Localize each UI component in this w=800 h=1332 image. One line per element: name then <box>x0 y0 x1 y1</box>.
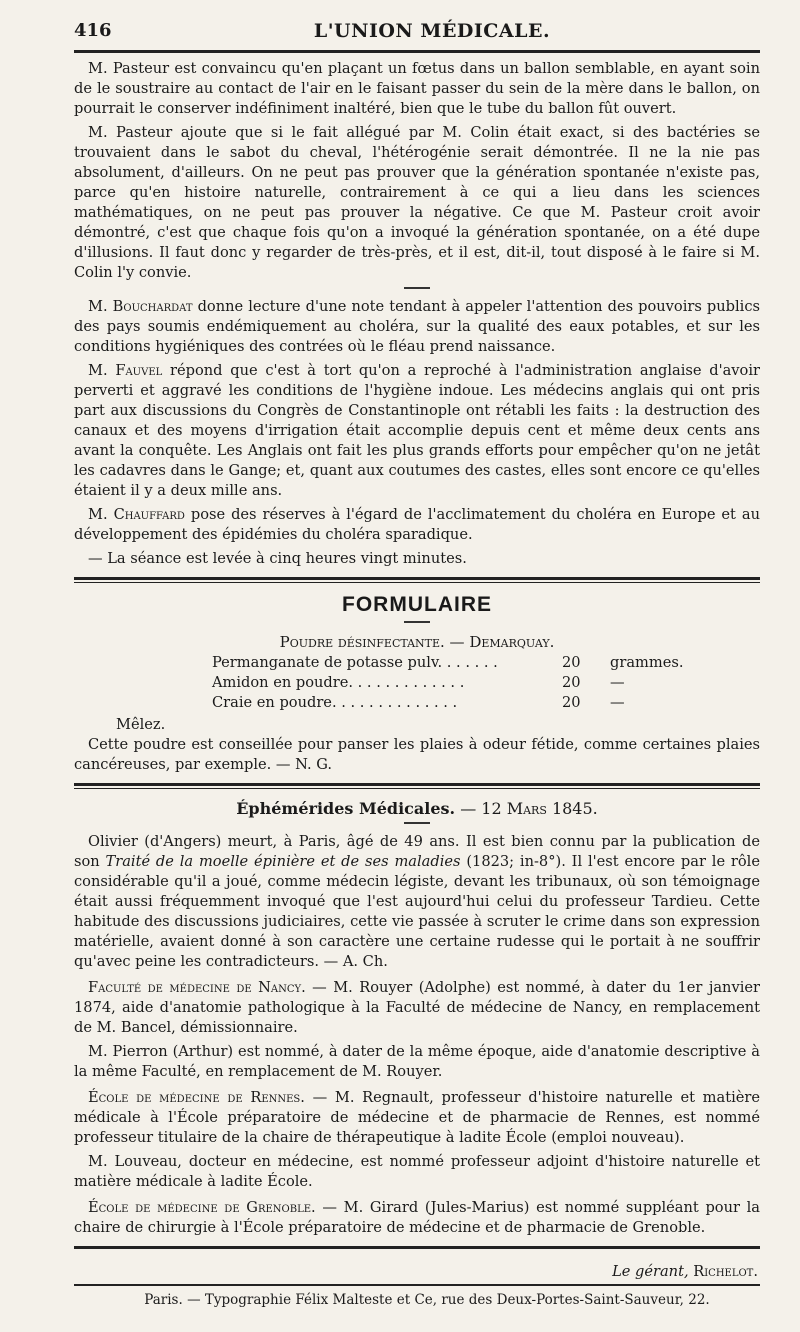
mix-instruction: Mêlez. <box>116 716 166 733</box>
text-span: pose des réserves à l'égard de l'acclimatement du choléra en Europe et au développement des épidémies du choléra sparadique. <box>74 506 760 543</box>
ingredient-name: Permanganate de potasse pulv. . . . . . . <box>212 654 498 671</box>
formulaire-section <box>74 593 760 775</box>
signature-role: Le gérant, <box>612 1263 689 1280</box>
ephemerides-section <box>74 799 760 972</box>
paragraph: Cette poudre est conseillée pour panser les plaies à odeur fétide, comme certaines plaies cancéreuses, par exemple. — N. G. <box>74 736 760 773</box>
ingredient-name: Amidon en poudre. . . . . . . . . . . . . <box>212 674 465 691</box>
ingredient-row <box>212 693 683 713</box>
news-section <box>74 978 760 1238</box>
paragraph <box>74 978 760 1038</box>
printer-imprint: Paris. — Typographie Félix Malteste et Ce, rue des Deux-Portes-Saint-Sauveur, 22. <box>144 1292 710 1308</box>
imprint-rule <box>74 1284 760 1286</box>
speaker-name: Chauffard <box>113 506 185 523</box>
ingredient-qty: 20 <box>562 674 581 691</box>
page-number: 416 <box>74 20 112 41</box>
paragraph <box>74 832 760 972</box>
text-span: Olivier (d'Angers) meurt, à Paris, âgé de 49 ans. Il est bien connu par la publication de son <box>74 833 760 870</box>
ingredient-row <box>212 653 683 673</box>
ingredient-unit: grammes. <box>610 654 684 671</box>
text-span: donne lecture d'une note tendant à appeler l'attention des pouvoirs publics des pays soumis endémiquement au choléra, sur la qualité des eaux potables, et sur les conditions hygiéniques des contrées où le fléau prend naissance. <box>74 298 760 355</box>
text-span: M. <box>88 298 113 315</box>
separator <box>404 621 430 623</box>
text-span: répond que c'est à tort qu'on a reproché à l'administration anglaise d'avoir perverti et aggravé les conditions de l'hygiène indoue. Les médecins anglais qui ont pris part aux discussions du Congrès de Constantinople ont rétabli les faits : la destruction des canaux et des moyens d'irrigation était accomplie depuis cent et même deux cents ans avant la conquête. Les Anglais ont fait les plus grands efforts pour empêcher qu'on ne jetât les cadavres dans le Gange; et, quant aux coutumes des castes, elles sont encore ce qu'elles étaient il y a deux mille ans. <box>74 362 760 499</box>
ingredient-name: Craie en poudre. . . . . . . . . . . . . . <box>212 694 458 711</box>
ingredient-row <box>212 673 683 693</box>
paragraph: M. Pasteur est convaincu qu'en plaçant un fœtus dans un ballon semblable, en ayant soin de le soustraire au contact de l'air en le faisant passer du sein de la mère dans le ballon, on pourrait le conserver indéfiniment inaltéré, bien que le tube du ballon fût ouvert. <box>74 60 760 117</box>
paragraph <box>74 361 760 501</box>
paragraph <box>74 1198 760 1238</box>
paragraph <box>74 505 760 545</box>
speaker-name: Bouchardat <box>112 298 193 315</box>
institution-name: École de médecine de Rennes. <box>88 1089 305 1106</box>
separator <box>404 287 430 289</box>
paragraph: — La séance est levée à cinq heures vingt minutes. <box>88 550 467 567</box>
text-span: M. <box>88 506 114 523</box>
paragraph: M. Louveau, docteur en médecine, est nommé professeur adjoint d'histoire naturelle et matière médicale à ladite École. <box>74 1153 760 1190</box>
signature <box>74 1263 760 1280</box>
remedy-title: Poudre désinfectante. — Demarquay. <box>279 633 555 651</box>
text-span: — M. Girard (Jules-Marius) est nommé suppléant pour la chaire de chirurgie à l'École préparatoire de médecine et de pharmacie de Grenoble. <box>74 1199 761 1236</box>
ingredient-unit: — <box>610 674 625 691</box>
paragraph: M. Pasteur ajoute que si le fait allégué par M. Colin était exact, si des bactéries se trouvaient dans le sabot du cheval, l'hétérogénie serait démontrée. Il ne la nie pas absolument, d'ailleurs. On ne peut pas prouver que la génération spontanée n'existe pas, parce qu'en histoire naturelle, contrairement à ce qui a lieu dans les sciences mathématiques, on ne peut pas prouver la négative. Ce que M. Pasteur croit avoir démontré, c'est que chaque fois qu'on a invoqué la génération spontanée, on a été dupe d'illusions. Il faut donc y regarder de très-près, et il est, dit-il, tout disposé à le faire si M. Colin l'y convie. <box>74 124 760 281</box>
text-span: — M. Rouyer (Adolphe) est nommé, à dater du 1er janvier 1874, aide d'anatomie pathologique à la Faculté de médecine de Nancy, en remplacement de M. Bancel, démissionnaire. <box>74 979 760 1036</box>
page-header <box>74 14 760 44</box>
book-title: Traité de la moelle épinière et de ses maladies <box>105 853 461 870</box>
signature-name: Richelot. <box>693 1263 758 1280</box>
journal-title: L'UNION MÉDICALE. <box>313 20 551 42</box>
ephemerides-title <box>74 799 760 818</box>
ephemerides-date: — 12 Mars 1845. <box>460 799 598 818</box>
institution-name: Faculté de médecine de Nancy. <box>88 979 306 996</box>
paragraph <box>74 1088 760 1148</box>
header-rule <box>74 50 760 53</box>
footer-rule <box>74 1246 760 1249</box>
paragraph: M. Pierron (Arthur) est nommé, à dater de la même époque, aide d'anatomie descriptive à la même Faculté, en remplacement de M. Rouyer. <box>74 1043 760 1080</box>
ingredient-unit: — <box>610 694 625 711</box>
paragraph <box>74 297 760 357</box>
speaker-name: Fauvel <box>115 362 163 379</box>
institution-name: École de médecine de Grenoble. <box>88 1199 316 1216</box>
text-span: M. <box>88 362 116 379</box>
ingredient-qty: 20 <box>562 654 581 671</box>
section-rule <box>74 783 760 789</box>
text-span: — M. Regnault, professeur d'histoire naturelle et matière médicale à l'École préparatoire de médecine et de pharmacie de Rennes, est nommé professeur titulaire de la chaire de thérapeutique à ladite École (emploi nouveau). <box>74 1089 760 1146</box>
ingredient-qty: 20 <box>562 694 581 711</box>
ingredient-table <box>212 653 683 713</box>
section-rule <box>74 577 760 583</box>
separator <box>404 822 430 824</box>
section-title: FORMULAIRE <box>342 593 492 616</box>
ephemerides-heading: Éphémérides Médicales. <box>236 799 456 818</box>
text-span: (1823; in-8°). Il l'est encore par le rôle considérable qu'il a joué, comme médecin légiste, devant les tribunaux, où son témoignage était aussi fréquemment invoqué que l'est aujourd'hui celui du professeur Tardieu. Cette habitude des discussions judiciaires, cette vie passée à scruter le crime dans son expression matérielle, avaient donné à son caractère une certaine rudesse qui le portait à ne souffrir qu'avec peine les contradicteurs. — A. Ch. <box>74 853 760 970</box>
session-minutes <box>74 59 760 569</box>
